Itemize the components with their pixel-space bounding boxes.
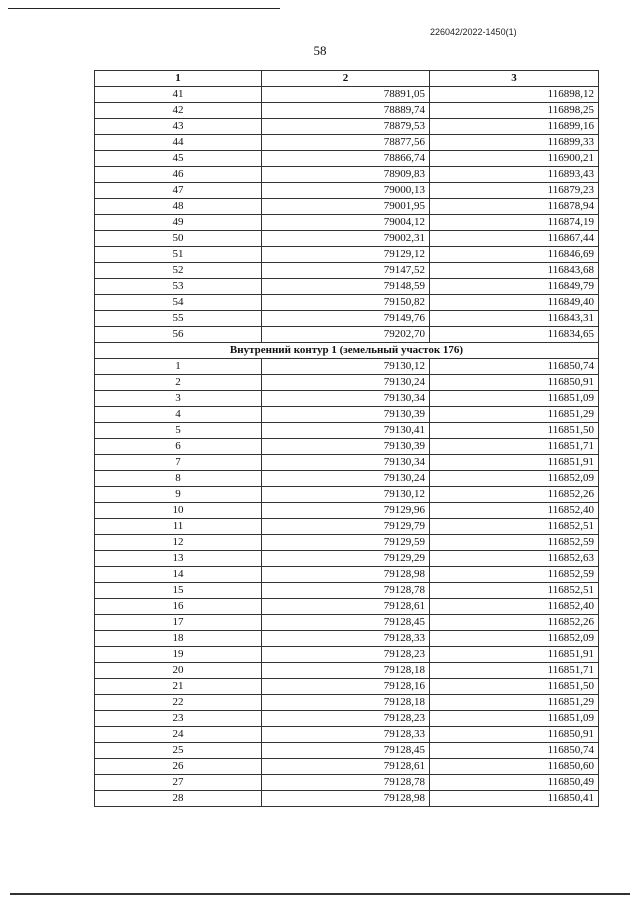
y-coordinate-cell: 116874,19 <box>430 215 599 231</box>
x-coordinate-cell: 79002,31 <box>262 231 430 247</box>
point-number-cell: 53 <box>95 279 262 295</box>
table-row <box>95 375 599 391</box>
point-number-cell: 13 <box>95 551 262 567</box>
point-number-cell: 50 <box>95 231 262 247</box>
table-row <box>95 567 599 583</box>
x-coordinate-cell: 79128,18 <box>262 663 430 679</box>
point-number-cell: 56 <box>95 327 262 343</box>
point-number-cell: 20 <box>95 663 262 679</box>
y-coordinate-cell: 116850,91 <box>430 375 599 391</box>
table-row <box>95 407 599 423</box>
point-number-cell: 54 <box>95 295 262 311</box>
y-coordinate-cell: 116852,09 <box>430 471 599 487</box>
x-coordinate-cell: 79129,79 <box>262 519 430 535</box>
table-row <box>95 727 599 743</box>
point-number-cell: 3 <box>95 391 262 407</box>
table-row <box>95 215 599 231</box>
point-number-cell: 51 <box>95 247 262 263</box>
y-coordinate-cell: 116852,26 <box>430 487 599 503</box>
table-row <box>95 279 599 295</box>
x-coordinate-cell: 78891,05 <box>262 87 430 103</box>
y-coordinate-cell: 116843,31 <box>430 311 599 327</box>
section-title: Внутренний контур 1 (земельный участок 176) <box>95 343 599 359</box>
x-coordinate-cell: 79128,18 <box>262 695 430 711</box>
point-number-cell: 10 <box>95 503 262 519</box>
x-coordinate-cell: 79150,82 <box>262 295 430 311</box>
x-coordinate-cell: 79130,39 <box>262 407 430 423</box>
point-number-cell: 49 <box>95 215 262 231</box>
x-coordinate-cell: 78866,74 <box>262 151 430 167</box>
point-number-cell: 44 <box>95 135 262 151</box>
table-row <box>95 183 599 199</box>
y-coordinate-cell: 116852,51 <box>430 583 599 599</box>
x-coordinate-cell: 79147,52 <box>262 263 430 279</box>
column-header: 3 <box>430 71 599 87</box>
point-number-cell: 15 <box>95 583 262 599</box>
y-coordinate-cell: 116850,74 <box>430 359 599 375</box>
point-number-cell: 19 <box>95 647 262 663</box>
table-row <box>95 695 599 711</box>
y-coordinate-cell: 116843,68 <box>430 263 599 279</box>
table-row <box>95 103 599 119</box>
x-coordinate-cell: 79128,16 <box>262 679 430 695</box>
coordinates-table <box>94 70 599 807</box>
x-coordinate-cell: 79130,12 <box>262 359 430 375</box>
y-coordinate-cell: 116852,51 <box>430 519 599 535</box>
table-row <box>95 295 599 311</box>
point-number-cell: 8 <box>95 471 262 487</box>
x-coordinate-cell: 79128,23 <box>262 647 430 663</box>
y-coordinate-cell: 116852,40 <box>430 599 599 615</box>
table-row <box>95 87 599 103</box>
table-row <box>95 119 599 135</box>
y-coordinate-cell: 116879,23 <box>430 183 599 199</box>
table-row <box>95 423 599 439</box>
table-row <box>95 503 599 519</box>
x-coordinate-cell: 79130,41 <box>262 423 430 439</box>
point-number-cell: 2 <box>95 375 262 391</box>
x-coordinate-cell: 78889,74 <box>262 103 430 119</box>
x-coordinate-cell: 79130,34 <box>262 455 430 471</box>
x-coordinate-cell: 79001,95 <box>262 199 430 215</box>
point-number-cell: 22 <box>95 695 262 711</box>
x-coordinate-cell: 79129,12 <box>262 247 430 263</box>
x-coordinate-cell: 79130,34 <box>262 391 430 407</box>
y-coordinate-cell: 116834,65 <box>430 327 599 343</box>
y-coordinate-cell: 116850,60 <box>430 759 599 775</box>
y-coordinate-cell: 116899,33 <box>430 135 599 151</box>
table-row <box>95 663 599 679</box>
point-number-cell: 43 <box>95 119 262 135</box>
point-number-cell: 45 <box>95 151 262 167</box>
x-coordinate-cell: 79202,70 <box>262 327 430 343</box>
point-number-cell: 16 <box>95 599 262 615</box>
x-coordinate-cell: 78879,53 <box>262 119 430 135</box>
y-coordinate-cell: 116850,74 <box>430 743 599 759</box>
x-coordinate-cell: 79149,76 <box>262 311 430 327</box>
point-number-cell: 18 <box>95 631 262 647</box>
table-row <box>95 631 599 647</box>
point-number-cell: 46 <box>95 167 262 183</box>
y-coordinate-cell: 116878,94 <box>430 199 599 215</box>
x-coordinate-cell: 79004,12 <box>262 215 430 231</box>
x-coordinate-cell: 79130,12 <box>262 487 430 503</box>
y-coordinate-cell: 116852,09 <box>430 631 599 647</box>
table-row <box>95 647 599 663</box>
x-coordinate-cell: 79129,29 <box>262 551 430 567</box>
y-coordinate-cell: 116851,71 <box>430 663 599 679</box>
x-coordinate-cell: 79128,45 <box>262 743 430 759</box>
y-coordinate-cell: 116850,41 <box>430 791 599 807</box>
table-row <box>95 519 599 535</box>
x-coordinate-cell: 79130,24 <box>262 471 430 487</box>
point-number-cell: 26 <box>95 759 262 775</box>
y-coordinate-cell: 116851,71 <box>430 439 599 455</box>
table-row <box>95 135 599 151</box>
point-number-cell: 23 <box>95 711 262 727</box>
page-number: 58 <box>313 43 327 58</box>
y-coordinate-cell: 116846,69 <box>430 247 599 263</box>
table-row <box>95 247 599 263</box>
x-coordinate-cell: 79128,61 <box>262 599 430 615</box>
table-row <box>95 151 599 167</box>
y-coordinate-cell: 116851,50 <box>430 423 599 439</box>
x-coordinate-cell: 79128,78 <box>262 775 430 791</box>
table-row <box>95 679 599 695</box>
x-coordinate-cell: 79128,33 <box>262 727 430 743</box>
y-coordinate-cell: 116849,40 <box>430 295 599 311</box>
x-coordinate-cell: 79128,45 <box>262 615 430 631</box>
point-number-cell: 14 <box>95 567 262 583</box>
bottom-rule <box>10 893 630 895</box>
table-row <box>95 711 599 727</box>
point-number-cell: 42 <box>95 103 262 119</box>
point-number-cell: 24 <box>95 727 262 743</box>
point-number-cell: 5 <box>95 423 262 439</box>
y-coordinate-cell: 116899,16 <box>430 119 599 135</box>
column-header: 2 <box>262 71 430 87</box>
point-number-cell: 25 <box>95 743 262 759</box>
table-body <box>95 87 599 807</box>
y-coordinate-cell: 116852,59 <box>430 535 599 551</box>
y-coordinate-cell: 116852,59 <box>430 567 599 583</box>
table-row <box>95 359 599 375</box>
y-coordinate-cell: 116850,49 <box>430 775 599 791</box>
x-coordinate-cell: 79148,59 <box>262 279 430 295</box>
y-coordinate-cell: 116898,12 <box>430 87 599 103</box>
table-row <box>95 439 599 455</box>
point-number-cell: 28 <box>95 791 262 807</box>
x-coordinate-cell: 79128,98 <box>262 567 430 583</box>
y-coordinate-cell: 116851,09 <box>430 391 599 407</box>
point-number-cell: 7 <box>95 455 262 471</box>
point-number-cell: 27 <box>95 775 262 791</box>
x-coordinate-cell: 79000,13 <box>262 183 430 199</box>
table-row <box>95 391 599 407</box>
table-row <box>95 551 599 567</box>
point-number-cell: 41 <box>95 87 262 103</box>
x-coordinate-cell: 78909,83 <box>262 167 430 183</box>
point-number-cell: 4 <box>95 407 262 423</box>
section-row <box>95 343 599 359</box>
table-row <box>95 743 599 759</box>
x-coordinate-cell: 79128,98 <box>262 791 430 807</box>
point-number-cell: 55 <box>95 311 262 327</box>
table-row <box>95 311 599 327</box>
y-coordinate-cell: 116851,29 <box>430 407 599 423</box>
table-row <box>95 599 599 615</box>
table-row <box>95 327 599 343</box>
y-coordinate-cell: 116849,79 <box>430 279 599 295</box>
y-coordinate-cell: 116851,91 <box>430 455 599 471</box>
point-number-cell: 12 <box>95 535 262 551</box>
x-coordinate-cell: 79128,33 <box>262 631 430 647</box>
table-row <box>95 263 599 279</box>
point-number-cell: 21 <box>95 679 262 695</box>
document-id: 226042/2022-1450(1) <box>430 27 517 37</box>
table-row <box>95 615 599 631</box>
table-row <box>95 759 599 775</box>
y-coordinate-cell: 116851,50 <box>430 679 599 695</box>
y-coordinate-cell: 116850,91 <box>430 727 599 743</box>
point-number-cell: 48 <box>95 199 262 215</box>
x-coordinate-cell: 78877,56 <box>262 135 430 151</box>
point-number-cell: 9 <box>95 487 262 503</box>
y-coordinate-cell: 116867,44 <box>430 231 599 247</box>
y-coordinate-cell: 116852,26 <box>430 615 599 631</box>
table-row <box>95 231 599 247</box>
point-number-cell: 52 <box>95 263 262 279</box>
top-rule <box>8 8 280 9</box>
table-row <box>95 199 599 215</box>
table-header-row <box>95 71 599 87</box>
y-coordinate-cell: 116851,09 <box>430 711 599 727</box>
table-row <box>95 167 599 183</box>
table-row <box>95 487 599 503</box>
x-coordinate-cell: 79128,23 <box>262 711 430 727</box>
table-row <box>95 791 599 807</box>
table-row <box>95 583 599 599</box>
point-number-cell: 47 <box>95 183 262 199</box>
x-coordinate-cell: 79128,61 <box>262 759 430 775</box>
y-coordinate-cell: 116852,40 <box>430 503 599 519</box>
table-row <box>95 455 599 471</box>
y-coordinate-cell: 116852,63 <box>430 551 599 567</box>
x-coordinate-cell: 79129,96 <box>262 503 430 519</box>
table-row <box>95 775 599 791</box>
point-number-cell: 1 <box>95 359 262 375</box>
y-coordinate-cell: 116898,25 <box>430 103 599 119</box>
x-coordinate-cell: 79130,39 <box>262 439 430 455</box>
x-coordinate-cell: 79130,24 <box>262 375 430 391</box>
y-coordinate-cell: 116851,91 <box>430 647 599 663</box>
column-header: 1 <box>95 71 262 87</box>
point-number-cell: 6 <box>95 439 262 455</box>
table-row <box>95 535 599 551</box>
table-row <box>95 471 599 487</box>
point-number-cell: 11 <box>95 519 262 535</box>
y-coordinate-cell: 116900,21 <box>430 151 599 167</box>
y-coordinate-cell: 116893,43 <box>430 167 599 183</box>
point-number-cell: 17 <box>95 615 262 631</box>
x-coordinate-cell: 79128,78 <box>262 583 430 599</box>
y-coordinate-cell: 116851,29 <box>430 695 599 711</box>
x-coordinate-cell: 79129,59 <box>262 535 430 551</box>
